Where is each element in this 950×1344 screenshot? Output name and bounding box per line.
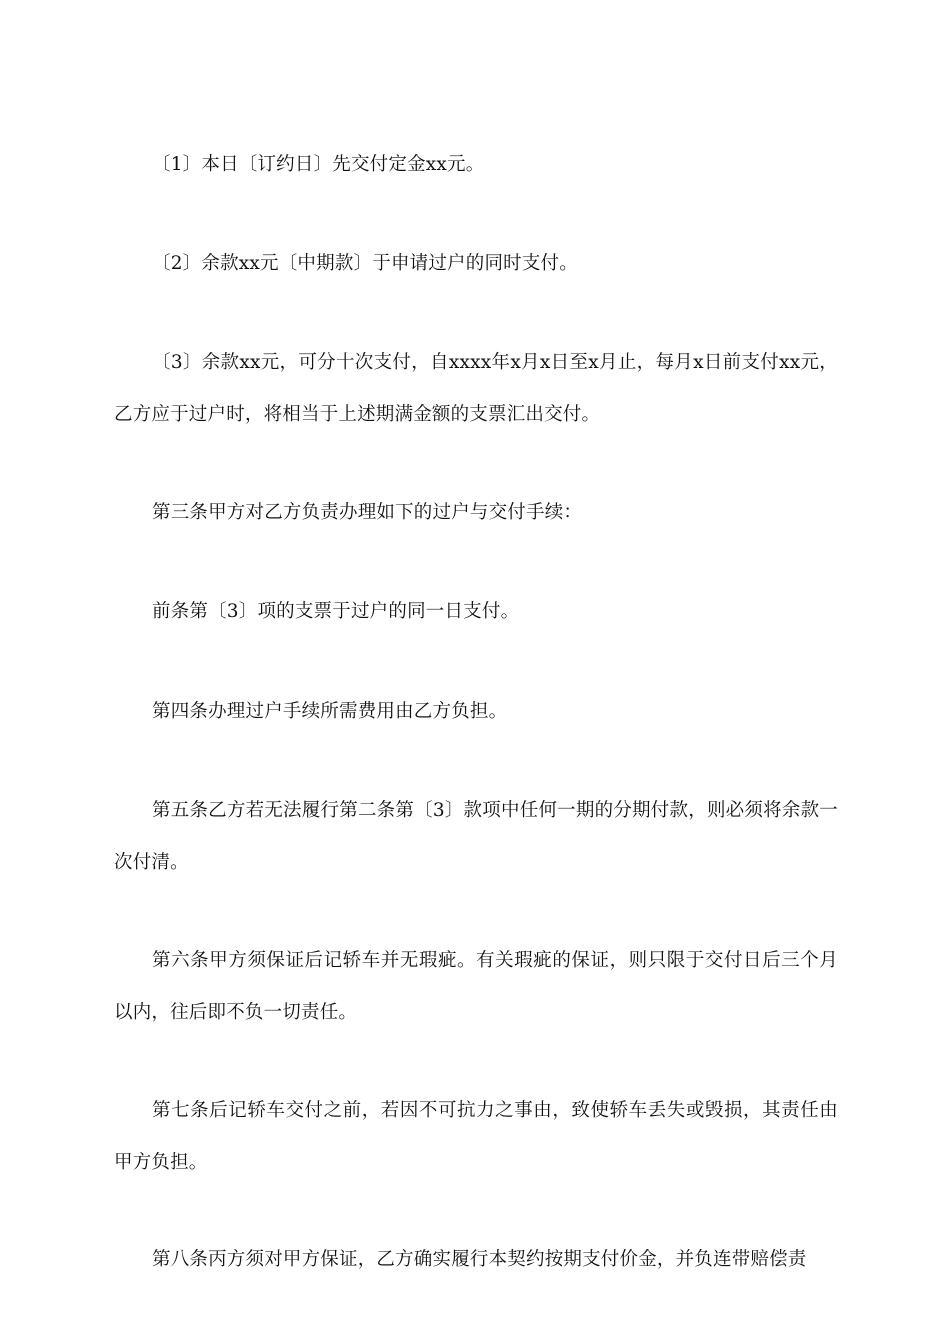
- paragraph-payment-3: 〔3〕余款xx元，可分十次支付，自xxxx年x月x日至x月止，每月x日前支付xx元，乙方应于过户时，将相当于上述期满金额的支票汇出交付。: [114, 352, 838, 425]
- paragraph-article-8: 第八条丙方须对甲方保证，乙方确实履行本契约按期支付价金，并负连带赔偿责: [152, 1249, 807, 1270]
- paragraph-check-payment: 前条第〔3〕项的支票于过户的同一日支付。: [152, 601, 520, 622]
- paragraph-article-7: 第七条后记轿车交付之前，若因不可抗力之事由，致使轿车丢失或毁损，其责任由甲方负担。: [114, 1100, 838, 1173]
- paragraph-article-6: 第六条甲方须保证后记轿车并无瑕疵。有关瑕疵的保证，则只限于交付日后三个月以内，往后即不负一切责任。: [114, 950, 838, 1023]
- paragraph-payment-1: 〔1〕本日〔订约日〕先交付定金xx元。: [152, 154, 485, 175]
- paragraph-article-4: 第四条办理过户手续所需费用由乙方负担。: [152, 701, 508, 722]
- paragraph-payment-2: 〔2〕余款xx元〔中期款〕于申请过户的同时支付。: [152, 253, 578, 274]
- paragraph-article-5: 第五条乙方若无法履行第二条第〔3〕款项中任何一期的分期付款，则必须将余款一次付清。: [114, 800, 838, 873]
- paragraph-article-3: 第三条甲方对乙方负责办理如下的过户与交付手续：: [152, 502, 583, 523]
